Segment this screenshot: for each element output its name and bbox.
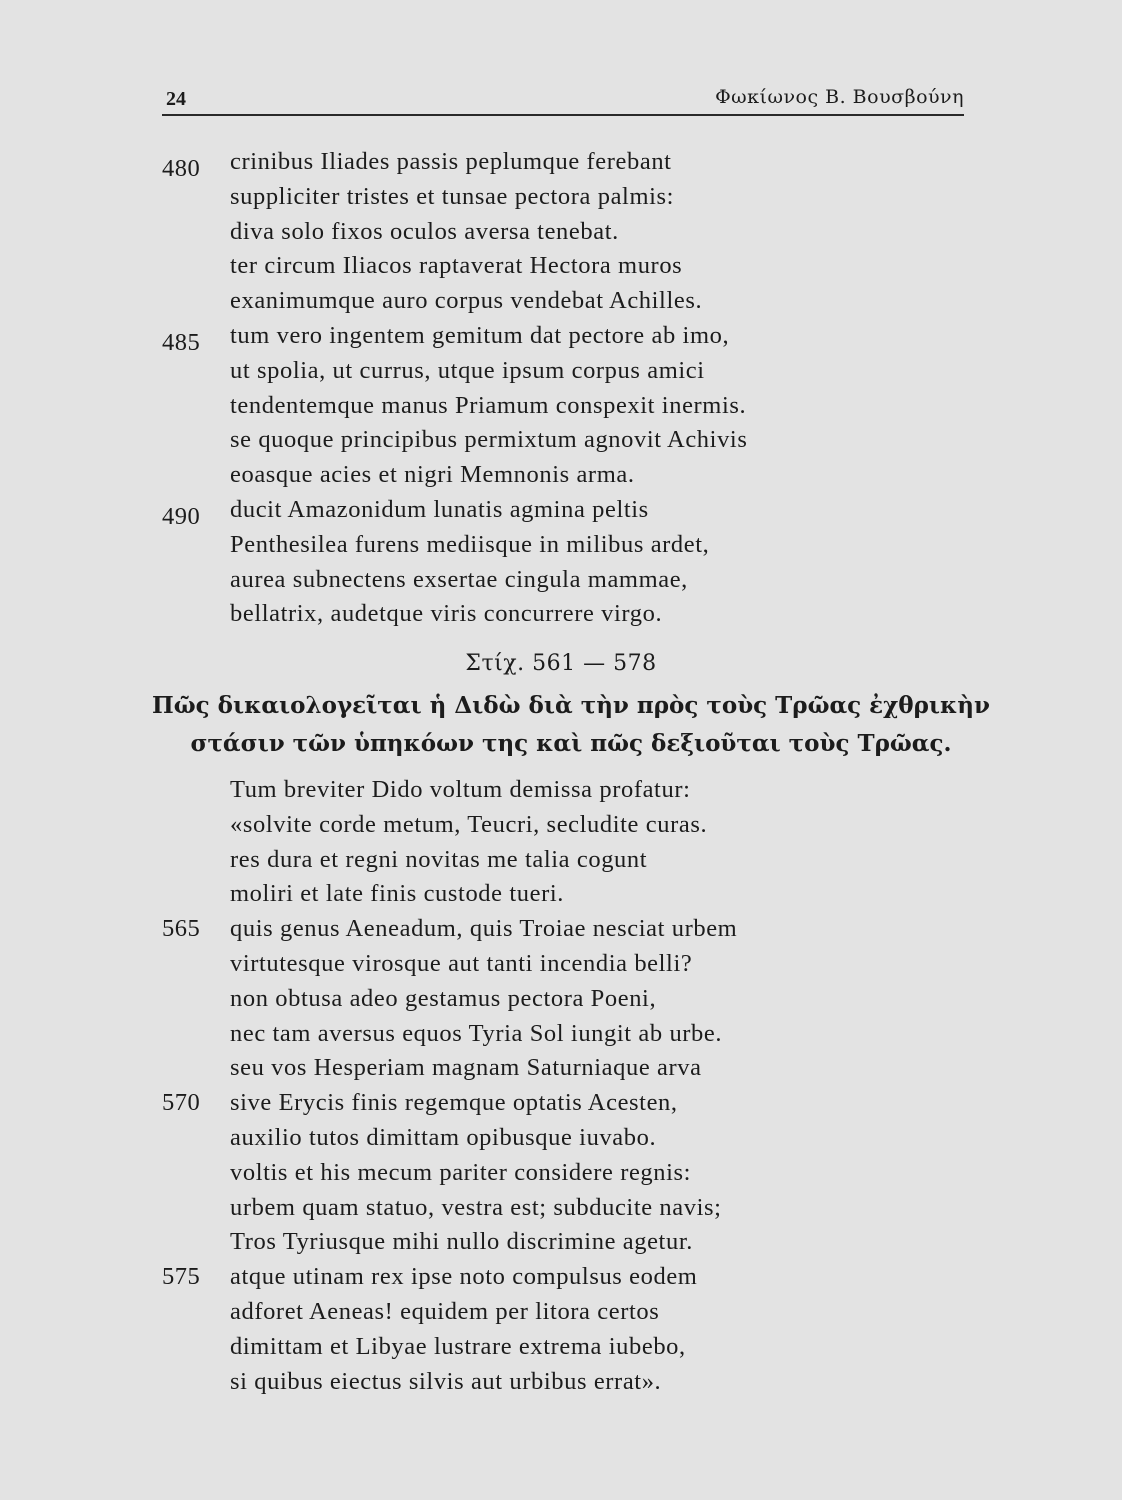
verse-line: Tum breviter Dido voltum demissa profatur: bbox=[230, 776, 691, 803]
verse-line: ut spolia, ut currus, utque ipsum corpus amici bbox=[230, 356, 705, 384]
verse-line: crinibus Iliades passis peplumque ferebant bbox=[230, 148, 672, 175]
page-number: 24 bbox=[166, 88, 186, 110]
section-heading-line: Πῶς δικαιολογεῖται ἡ Διδὼ διὰ τὴν πρὸς τοὺς Τρῶας ἐχθρικὴν bbox=[152, 692, 990, 719]
line-number: 485 bbox=[162, 329, 201, 356]
verse-reference: Στίχ. 561 — 578 bbox=[465, 651, 657, 676]
verse-line: virtutesque virosque aut tanti incendia belli? bbox=[230, 949, 693, 977]
verse-line: dimittam et Libyae lustrare extrema iubebo, bbox=[230, 1332, 686, 1360]
verse-line: ducit Amazonidum lunatis agmina peltis bbox=[230, 495, 649, 523]
verse-line: sive Erycis finis regemque optatis Acesten, bbox=[230, 1089, 678, 1117]
verse-line: tum vero ingentem gemitum dat pectore ab imo, bbox=[230, 321, 730, 349]
verse-line: seu vos Hesperiam magnam Saturniaque arva bbox=[230, 1054, 702, 1082]
running-head: Φωκίωνος Β. Βουσβούνη bbox=[715, 86, 964, 108]
verse-line: moliri et late finis custode tueri. bbox=[230, 880, 564, 908]
line-number: 570 bbox=[162, 1089, 201, 1116]
section-heading-line: στάσιν τῶν ὑπηκόων της καὶ πῶς δεξιοῦται τοὺς Τρῶας. bbox=[190, 730, 952, 757]
verse-line: eoasque acies et nigri Memnonis arma. bbox=[230, 461, 635, 489]
verse-block-2 bbox=[230, 773, 737, 1399]
verse-line: nec tam aversus equos Tyria Sol iungit ab urbe. bbox=[230, 1019, 723, 1047]
verse-line: exanimumque auro corpus vendebat Achilles. bbox=[230, 287, 703, 315]
line-number: 575 bbox=[162, 1263, 201, 1290]
verse-line: auxilio tutos dimittam opibusque iuvabo. bbox=[230, 1123, 657, 1151]
verse-line: se quoque principibus permixtum agnovit Achivis bbox=[230, 426, 748, 454]
verse-line: diva solo fixos oculos aversa tenebat. bbox=[230, 217, 619, 245]
header-rule bbox=[162, 114, 964, 116]
verse-line: ter circum Iliacos raptaverat Hectora muros bbox=[230, 252, 683, 280]
verse-block-1 bbox=[230, 145, 747, 632]
verse-line: adforet Aeneas! equidem per litora certos bbox=[230, 1297, 660, 1325]
verse-line: suppliciter tristes et tunsae pectora palmis: bbox=[230, 182, 675, 210]
verse-line: bellatrix, audetque viris concurrere virgo. bbox=[230, 600, 663, 628]
verse-line: atque utinam rex ipse noto compulsus eodem bbox=[230, 1263, 698, 1291]
line-number: 565 bbox=[162, 915, 201, 942]
line-number: 480 bbox=[162, 155, 201, 182]
verse-line: aurea subnectens exsertae cingula mammae, bbox=[230, 565, 688, 593]
verse-line: Penthesilea furens mediisque in milibus ardet, bbox=[230, 530, 710, 558]
verse-line: res dura et regni novitas me talia cogunt bbox=[230, 845, 648, 873]
verse-line: tendentemque manus Priamum conspexit inermis. bbox=[230, 391, 747, 419]
verse-line: «solvite corde metum, Teucri, secludite curas. bbox=[230, 810, 708, 838]
verse-line: urbem quam statuo, vestra est; subducite navis; bbox=[230, 1193, 722, 1221]
verse-line: non obtusa adeo gestamus pectora Poeni, bbox=[230, 984, 657, 1012]
verse-line: voltis et his mecum pariter considere regnis: bbox=[230, 1158, 692, 1186]
verse-line: Tros Tyriusque mihi nullo discrimine agetur. bbox=[230, 1228, 693, 1256]
verse-line: si quibus eiectus silvis aut urbibus errat». bbox=[230, 1367, 662, 1395]
line-number: 490 bbox=[162, 503, 201, 530]
verse-line: quis genus Aeneadum, quis Troiae nesciat urbem bbox=[230, 915, 738, 943]
page-header bbox=[162, 82, 964, 114]
